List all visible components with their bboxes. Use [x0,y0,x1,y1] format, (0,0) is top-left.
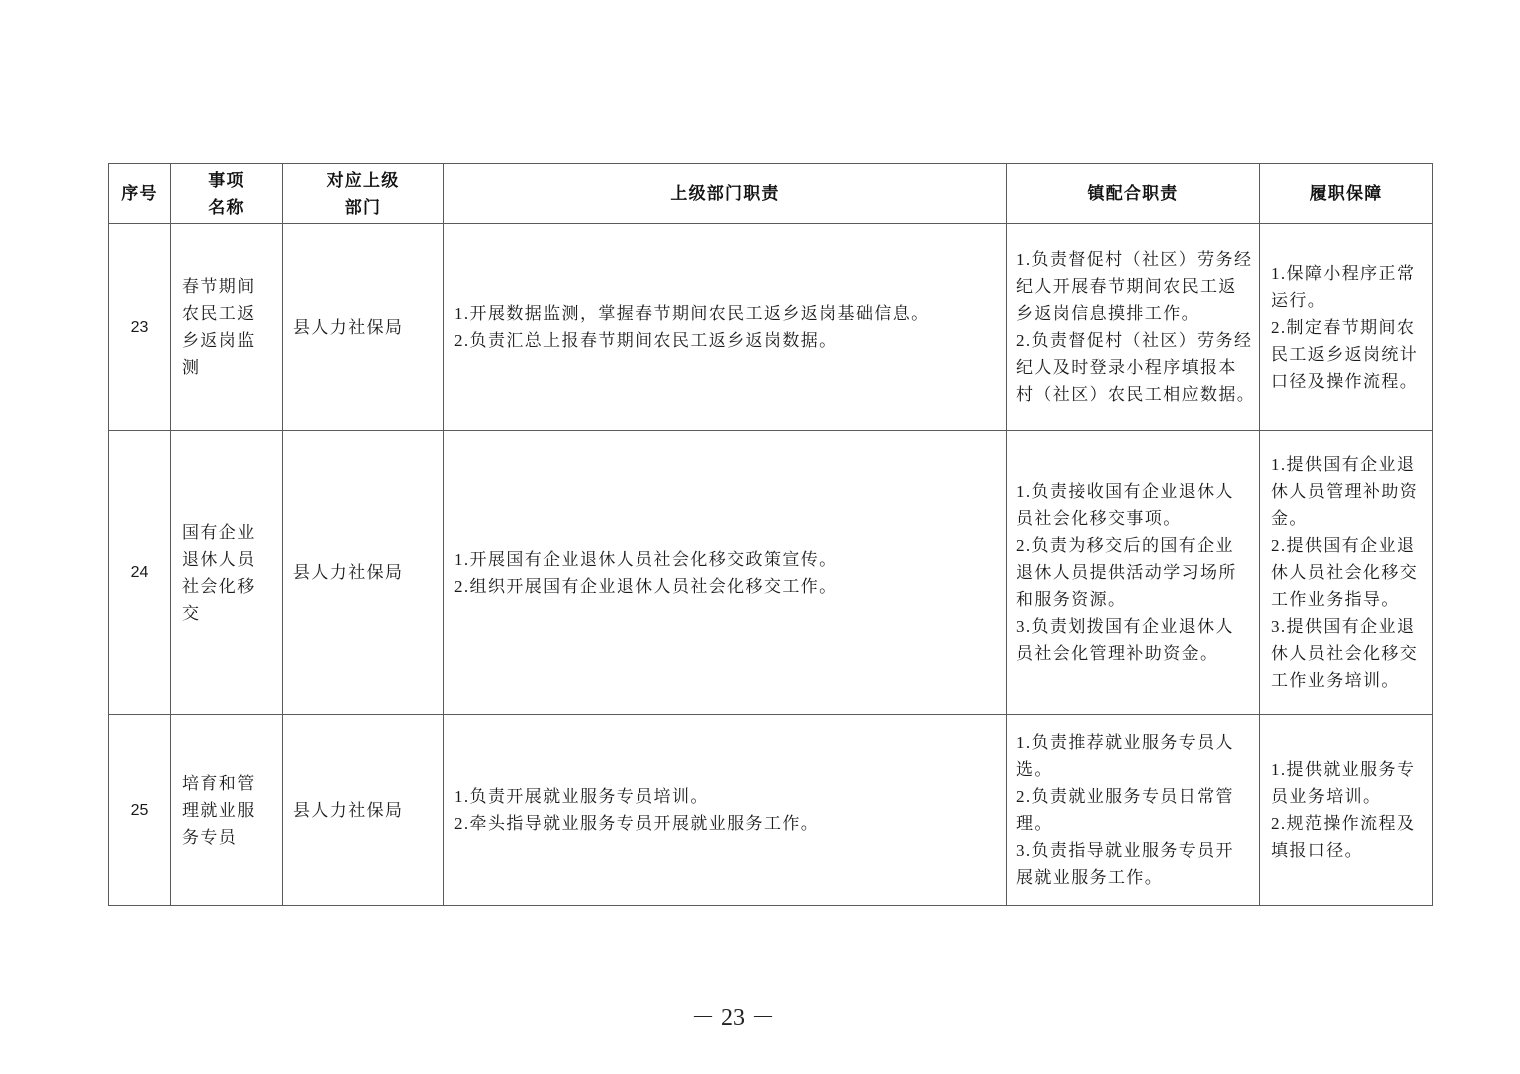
item-name-cell [171,431,283,715]
header-town-duties: 镇配合职责 [1007,164,1260,224]
guarantee-item: 1.保障小程序正常 运行。 [1271,263,1416,310]
town-duty-item: 1.负责督促村（社区）劳务经 纪人开展春节期间农民工返 乡返岗信息摸排工作。 [1016,250,1253,323]
superior-duty-item: 1.负责开展就业服务专员培训。 [454,787,709,806]
superior-dept-cell [283,224,444,431]
page-number: － 23 － [691,1005,775,1031]
guarantee-item: 2.规范操作流程及 填报口径。 [1271,814,1416,860]
town-duties-cell [1007,431,1260,715]
superior-duties-cell [444,715,1007,906]
item-name: 培育和管 理就业服 务专员 [182,773,256,847]
superior-dept: 县人力社保局 [293,317,404,337]
superior-dept: 县人力社保局 [293,800,404,820]
town-duty-item: 1.负责接收国有企业退休人 员社会化移交事项。 [1016,482,1234,528]
town-duty-item: 3.负责指导就业服务专员开 展就业服务工作。 [1016,841,1234,887]
superior-dept-cell [283,715,444,906]
superior-duty-item: 1.开展数据监测，掌握春节期间农民工返乡返岗基础信息。 [454,304,930,323]
table-row [109,431,1433,715]
guarantee-item: 2.提供国有企业退 休人员社会化移交 工作业务指导。 [1271,536,1419,609]
town-duties-cell [1007,224,1260,431]
guarantee-item: 1.提供国有企业退 休人员管理补助资 金。 [1271,455,1419,528]
superior-duties-cell [444,224,1007,431]
item-name: 春节期间 农民工返 乡返岗监 测 [182,277,256,377]
index-cell: 24 [109,431,171,715]
superior-duty-item: 2.牵头指导就业服务专员开展就业服务工作。 [454,814,820,833]
guarantee-item: 3.提供国有企业退 休人员社会化移交 工作业务培训。 [1271,617,1419,690]
header-superior-duties: 上级部门职责 [444,164,1007,224]
superior-duty-item: 2.负责汇总上报春节期间农民工返乡返岗数据。 [454,331,838,350]
header-index: 序号 [109,164,171,224]
index-cell: 25 [109,715,171,906]
town-duty-item: 1.负责推荐就业服务专员人 选。 [1016,733,1234,779]
guarantee-item: 2.制定春节期间农 民工返乡返岗统计 口径及操作流程。 [1271,317,1419,391]
guarantee-item: 1.提供就业服务专 员业务培训。 [1271,760,1416,806]
town-duty-item: 2.负责就业服务专员日常管 理。 [1016,787,1234,833]
table-row [109,224,1433,431]
header-guarantee: 履职保障 [1260,164,1433,224]
guarantee-cell [1260,715,1433,906]
header-item-name: 事项 名称 [171,164,283,224]
index-cell: 23 [109,224,171,431]
town-duties-cell [1007,715,1260,906]
guarantee-cell [1260,224,1433,431]
superior-dept: 县人力社保局 [293,563,404,582]
item-name-cell [171,224,283,431]
item-name: 国有企业 退休人员 社会化移 交 [182,522,256,623]
town-duty-item: 2.负责为移交后的国有企业 退休人员提供活动学习场所 和服务资源。 [1016,536,1237,609]
guarantee-cell [1260,431,1433,715]
town-duty-item: 2.负责督促村（社区）劳务经 纪人及时登录小程序填报本 村（社区）农民工相应数据。 [1016,331,1256,404]
responsibility-table [108,163,1433,906]
superior-dept-cell [283,431,444,715]
table-header-row [109,164,1433,224]
item-name-cell [171,715,283,906]
superior-duty-item: 2.组织开展国有企业退休人员社会化移交工作。 [454,576,838,596]
superior-duties-cell [444,431,1007,715]
superior-duty-item: 1.开展国有企业退休人员社会化移交政策宣传。 [454,549,838,569]
town-duty-item: 3.负责划拨国有企业退休人 员社会化管理补助资金。 [1016,617,1234,663]
header-superior-dept: 对应上级 部门 [283,164,444,224]
table-row [109,715,1433,906]
